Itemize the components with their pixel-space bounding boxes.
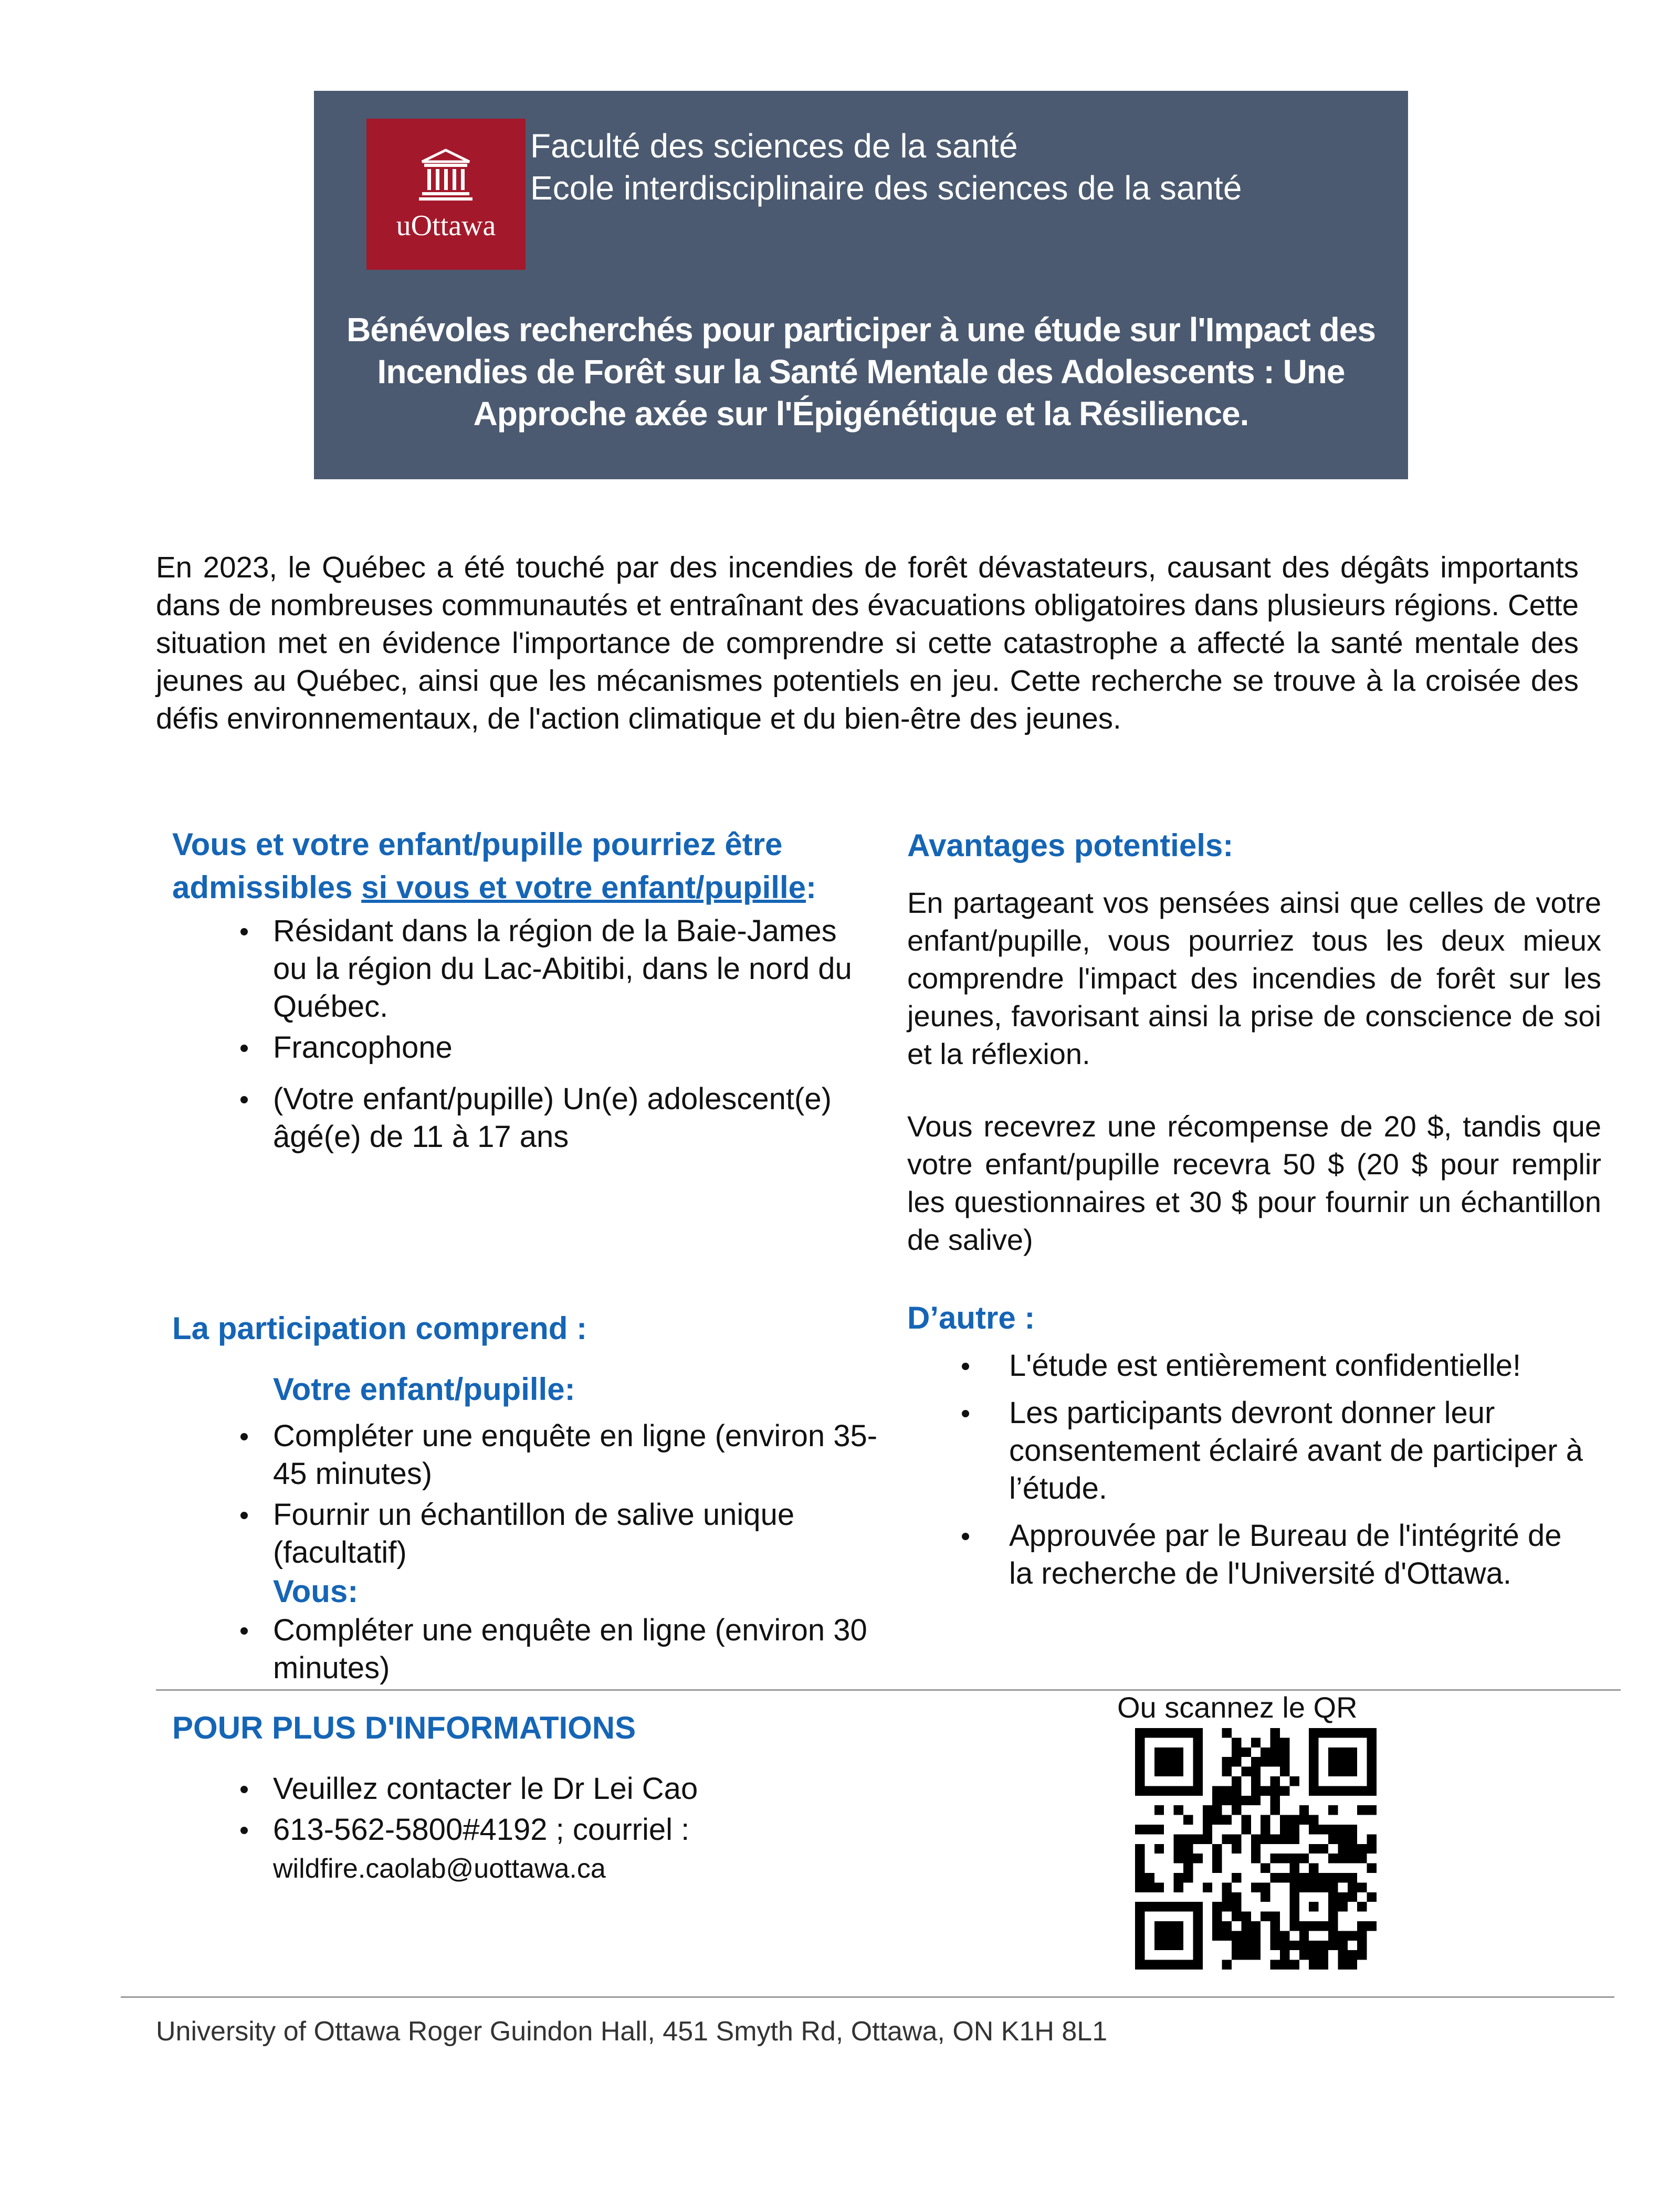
list-item	[172, 1080, 876, 1156]
contact-name: Veuillez contacter le Dr Lei Cao	[273, 1772, 698, 1806]
other-list	[907, 1347, 1590, 1593]
logo-text: uOttawa	[396, 209, 496, 242]
bullet-icon	[240, 1045, 248, 1052]
list-item-text: Fournir un échantillon de salive unique (facultatif)	[273, 1498, 795, 1570]
list-item	[172, 1770, 907, 1808]
list-item	[172, 1496, 881, 1572]
parent-participation-list	[172, 1612, 881, 1687]
header-banner	[314, 91, 1408, 479]
list-item	[172, 1811, 907, 1887]
advantages-heading: Avantages potentiels:	[907, 828, 1234, 863]
list-item-text: Les participants devront donner leur consentement éclairé avant de participer à l’étude.	[1009, 1396, 1583, 1505]
divider	[121, 1996, 1614, 1998]
bullet-icon	[240, 928, 248, 935]
eligibility-heading-text: Vous et votre enfant/pupille pourriez être admissibles	[172, 827, 783, 905]
contact-email-link[interactable]: wildfire.caolab@uottawa.ca	[273, 1854, 606, 1884]
list-item-text: Francophone	[273, 1030, 453, 1065]
faculty-name: Faculté des sciences de la santé	[530, 127, 1018, 165]
building-icon	[417, 148, 475, 202]
study-title: Bénévoles recherchés pour participer à une étude sur l'Impact des Incendies de Forêt sur la Santé Mentale des Adolescents : Une Approche axée sur l'Épigénétique et la Résilience.	[346, 311, 1376, 433]
footer-address: University of Ottawa Roger Guindon Hall, 451 Smyth Rd, Ottawa, ON K1H 8L1	[156, 2016, 1108, 2047]
eligibility-heading-underlined: si vous et votre enfant/pupille	[361, 870, 806, 905]
bullet-icon	[240, 1627, 248, 1635]
intro-paragraph: En 2023, le Québec a été touché par des incendies de forêt dévastateurs, causant des dégâts importants dans de nombreuses communautés et entraînant des évacuations obligatoires dans plusieurs régions. Cette situation met en évidence l'importance de comprendre si cette catastrophe a affecté la santé mentale des jeunes au Québec, ainsi que les mécanismes potentiels en jeu. Cette recherche se trouve à la croisée des défis environnementaux, de l'action climatique et du bien-être des jeunes.	[156, 551, 1579, 735]
bullet-icon	[240, 1827, 248, 1834]
contact-list	[172, 1770, 907, 1887]
list-item	[172, 912, 876, 1026]
eligibility-heading-colon: :	[806, 870, 816, 905]
advantages-text: En partageant vos pensées ainsi que celles de votre enfant/pupille, vous pourriez tous les deux mieux comprendre l'impact des incendies de forêt sur les jeunes, favorisant ainsi la prise de conscience de soi et la réflexion.	[907, 886, 1601, 1070]
list-item-text: Compléter une enquête en ligne (environ 30 minutes)	[273, 1613, 867, 1685]
eligibility-heading	[172, 823, 881, 909]
list-item	[172, 1612, 881, 1687]
bullet-icon	[240, 1096, 248, 1103]
eligibility-list	[172, 912, 876, 1156]
list-item-text: L'étude est entièrement confidentielle!	[1009, 1349, 1521, 1383]
bullet-icon	[962, 1410, 969, 1417]
bullet-icon	[240, 1512, 248, 1519]
you-subheading: Vous:	[273, 1574, 359, 1609]
bullet-icon	[962, 1363, 969, 1370]
info-heading: POUR PLUS D'INFORMATIONS	[172, 1710, 636, 1745]
list-item-text: (Votre enfant/pupille) Un(e) adolescent(e) âgé(e) de 11 à 17 ans	[273, 1082, 832, 1154]
list-item-text: Résidant dans la région de la Baie-James ou la région du Lac-Abitibi, dans le nord du Québec.	[273, 914, 852, 1024]
qr-code-image[interactable]	[1135, 1728, 1377, 1970]
school-name: Ecole interdisciplinaire des sciences de la santé	[530, 169, 1242, 207]
list-item	[907, 1394, 1590, 1508]
compensation-text: Vous recevrez une récompense de 20 $, tandis que votre enfant/pupille recevra 50 $ (20 $ pour remplir les questionnaires et 30 $ pour fournir un échantillon de salive)	[907, 1110, 1601, 1256]
list-item	[172, 1417, 881, 1493]
bullet-icon	[240, 1433, 248, 1440]
list-item	[907, 1517, 1590, 1593]
divider	[156, 1689, 1621, 1691]
contact-phone: 613-562-5800#4192 ; courriel :	[273, 1813, 690, 1847]
child-participation-list	[172, 1417, 881, 1572]
participation-heading: La participation comprend :	[172, 1311, 587, 1346]
list-item-text: Compléter une enquête en ligne (environ 35-45 minutes)	[273, 1419, 878, 1491]
list-item	[907, 1347, 1590, 1385]
bullet-icon	[240, 1786, 248, 1793]
child-subheading: Votre enfant/pupille:	[273, 1372, 575, 1407]
uottawa-logo	[366, 119, 526, 270]
list-item-text: Approuvée par le Bureau de l'intégrité de la recherche de l'Université d'Ottawa.	[1009, 1519, 1562, 1591]
other-heading: D’autre :	[907, 1300, 1035, 1335]
bullet-icon	[962, 1533, 969, 1540]
list-item	[172, 1029, 876, 1067]
qr-label: Ou scannez le QR	[1117, 1691, 1358, 1724]
